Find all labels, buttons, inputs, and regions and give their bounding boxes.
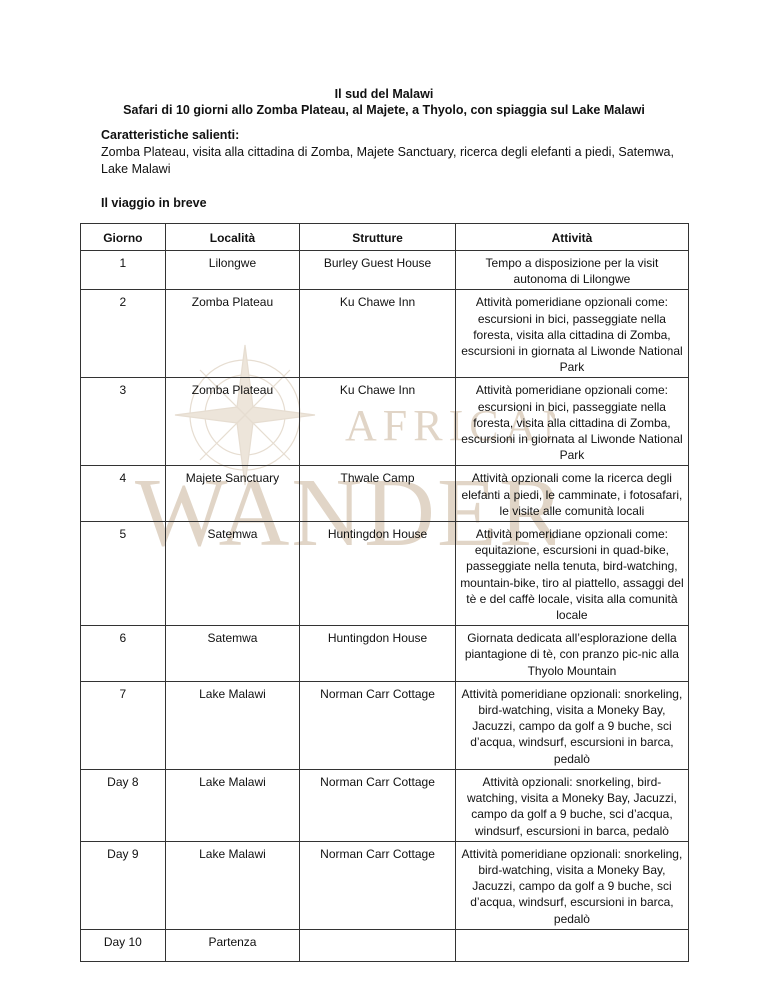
header-lodge: Strutture: [300, 224, 456, 251]
cell-place: Zomba Plateau: [165, 290, 300, 378]
cell-lodge: Burley Guest House: [300, 251, 456, 290]
watermark-line2: WANDER: [135, 459, 555, 567]
table-row: [81, 466, 689, 522]
header-day: Giorno: [81, 224, 166, 251]
cell-lodge: Huntingdon House: [300, 522, 456, 626]
cell-day: 2: [81, 290, 166, 378]
table-row: [81, 290, 689, 378]
cell-lodge: Ku Chawe Inn: [300, 378, 456, 466]
itinerary-table: [80, 223, 689, 962]
cell-lodge: Huntingdon House: [300, 626, 456, 682]
table-row: [81, 251, 689, 290]
cell-activity: Attività pomeridiane opzionali: snorkeling, bird-watching, visita a Moneky Bay, Jacuzzi, campo da golf a 9 buche, sci d’acqua, windsurf, escursioni in barca, pedalò: [455, 681, 688, 769]
table-row: [81, 626, 689, 682]
cell-day: Day 8: [81, 769, 166, 841]
document-title: [0, 86, 768, 118]
cell-activity: Attività opzionali: snorkeling, bird-watching, visita a Moneky Bay, Jacuzzi, campo da golf a 9 buche, sci d’acqua, windsurf, escursioni in barca, pedalò: [455, 769, 688, 841]
cell-day: 3: [81, 378, 166, 466]
cell-place: Zomba Plateau: [165, 378, 300, 466]
cell-activity: Tempo a disposizione per la visit autonoma di Lilongwe: [455, 251, 688, 290]
highlights-heading: Caratteristiche salienti:: [101, 128, 240, 142]
cell-activity: Attività pomeridiane opzionali: snorkeling, bird-watching, visita a Moneky Bay, Jacuzzi, campo da golf a 9 buche, sci d’acqua, windsurf, escursioni in barca, pedalò: [455, 841, 688, 929]
cell-day: 5: [81, 522, 166, 626]
cell-day: 4: [81, 466, 166, 522]
cell-activity: Giornata dedicata all’esplorazione della piantagione di tè, con pranzo pic-nic alla Thyolo Mountain: [455, 626, 688, 682]
cell-day: 1: [81, 251, 166, 290]
cell-lodge: Norman Carr Cottage: [300, 681, 456, 769]
cell-activity: Attività pomeridiane opzionali come: equitazione, escursioni in quad-bike, passeggiate nella tenuta, bird-watching, mountain-bike, tiro al piattello, assaggi del tè e del caffè locale, visita alla comunità locale: [455, 522, 688, 626]
overview-section: [101, 195, 681, 212]
header-place: Località: [165, 224, 300, 251]
cell-place: Lake Malawi: [165, 841, 300, 929]
cell-activity: Attività pomeridiane opzionali come: escursioni in bici, passeggiate nella foresta, visita alla cittadina di Zomba, escursioni in giornata al Liwonde National Park: [455, 378, 688, 466]
cell-day: Day 9: [81, 841, 166, 929]
cell-lodge: Norman Carr Cottage: [300, 841, 456, 929]
cell-activity: Attività opzionali come la ricerca degli elefanti a piedi, le camminate, i fotosafari, le visite alle comunità locali: [455, 466, 688, 522]
cell-place: Lilongwe: [165, 251, 300, 290]
table-row: [81, 841, 689, 929]
cell-place: Partenza: [165, 929, 300, 961]
cell-activity: Attività pomeridiane opzionali come: escursioni in bici, passeggiate nella foresta, visita alla cittadina di Zomba, escursioni in giornata al Liwonde National Park: [455, 290, 688, 378]
cell-day: 6: [81, 626, 166, 682]
cell-place: Lake Malawi: [165, 769, 300, 841]
cell-lodge: Norman Carr Cottage: [300, 769, 456, 841]
cell-place: Satemwa: [165, 522, 300, 626]
overview-heading: Il viaggio in breve: [101, 196, 207, 210]
table-row: [81, 681, 689, 769]
cell-place: Satemwa: [165, 626, 300, 682]
cell-place: Lake Malawi: [165, 681, 300, 769]
cell-day: 7: [81, 681, 166, 769]
highlights-text: Zomba Plateau, visita alla cittadina di Zomba, Majete Sanctuary, ricerca degli elefanti a piedi, Satemwa, Lake Malawi: [101, 145, 674, 176]
highlights-section: [101, 127, 681, 178]
cell-lodge: Ku Chawe Inn: [300, 290, 456, 378]
header-activity: Attività: [455, 224, 688, 251]
cell-activity: [455, 929, 688, 961]
table-row: [81, 929, 689, 961]
cell-lodge: [300, 929, 456, 961]
table-row: [81, 769, 689, 841]
table-header-row: [81, 224, 689, 251]
cell-lodge: Thwale Camp: [300, 466, 456, 522]
cell-day: Day 10: [81, 929, 166, 961]
title-line-2: Safari di 10 giorni allo Zomba Plateau, al Majete, a Thyolo, con spiaggia sul Lake Malawi: [123, 103, 645, 117]
title-line-1: Il sud del Malawi: [334, 87, 434, 101]
table-row: [81, 522, 689, 626]
table-row: [81, 378, 689, 466]
watermark-line1: AFRICA: [345, 401, 543, 450]
cell-place: Majete Sanctuary: [165, 466, 300, 522]
